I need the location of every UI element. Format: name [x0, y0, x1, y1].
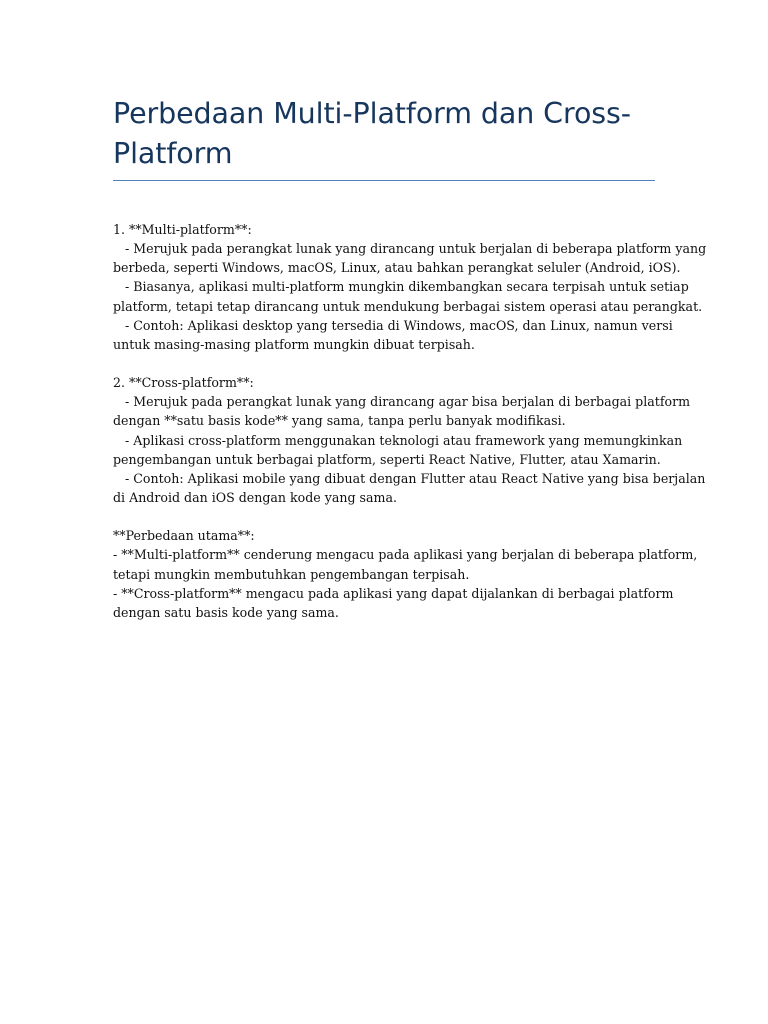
body-line: berbeda, seperti Windows, macOS, Linux, atau bahkan perangkat seluler (Android, iOS).: [113, 260, 681, 276]
body-line: - Merujuk pada perangkat lunak yang dirancang untuk berjalan di beberapa platform yang: [113, 241, 707, 257]
body-line: platform, tetapi tetap dirancang untuk mendukung berbagai sistem operasi atau perangkat.: [113, 298, 703, 314]
body-line: - **Cross-platform** mengacu pada aplikasi yang dapat dijalankan di berbagai platform: [113, 585, 674, 601]
body-line: untuk masing-masing platform mungkin dibuat terpisah.: [113, 336, 475, 352]
body-line: dengan **satu basis kode** yang sama, tanpa perlu banyak modifikasi.: [113, 413, 566, 429]
body-line: 1. **Multi-platform**:: [113, 222, 252, 237]
body-line: pengembangan untuk berbagai platform, seperti React Native, Flutter, atau Xamarin.: [113, 451, 661, 467]
document-title: [113, 94, 656, 174]
body-line: - Merujuk pada perangkat lunak yang dirancang agar bisa berjalan di berbagai platform: [113, 394, 691, 410]
body-line: dengan satu basis kode yang sama.: [113, 604, 339, 620]
paragraph-spacer: [113, 354, 656, 373]
title-divider: [113, 180, 655, 181]
body-line: - Contoh: Aplikasi mobile yang dibuat dengan Flutter atau React Native yang bisa berjalan: [113, 470, 706, 486]
body-line: 2. **Cross-platform**:: [113, 375, 254, 391]
document-body: [113, 220, 707, 622]
section-main-difference: [113, 526, 698, 622]
body-line: di Android dan iOS dengan kode yang sama.: [113, 489, 397, 505]
body-line: - Biasanya, aplikasi multi-platform mungkin dikembangkan secara terpisah untuk setiap: [113, 279, 689, 295]
body-line: - Aplikasi cross-platform menggunakan teknologi atau framework yang memungkinkan: [113, 432, 683, 448]
section-cross-platform: [113, 373, 706, 507]
body-line: - Contoh: Aplikasi desktop yang tersedia di Windows, macOS, dan Linux, namun versi: [113, 317, 673, 333]
body-line: tetapi mungkin membutuhkan pengembangan terpisah.: [113, 566, 470, 582]
title-line: Perbedaan Multi-Platform dan Cross-: [113, 97, 631, 130]
section-multi-platform: [113, 220, 707, 354]
paragraph-spacer: [113, 507, 656, 526]
body-line: **Perbedaan utama**:: [113, 528, 255, 544]
title-line: Platform: [113, 137, 233, 170]
body-line: - **Multi-platform** cenderung mengacu pada aplikasi yang berjalan di beberapa platform,: [113, 547, 698, 563]
